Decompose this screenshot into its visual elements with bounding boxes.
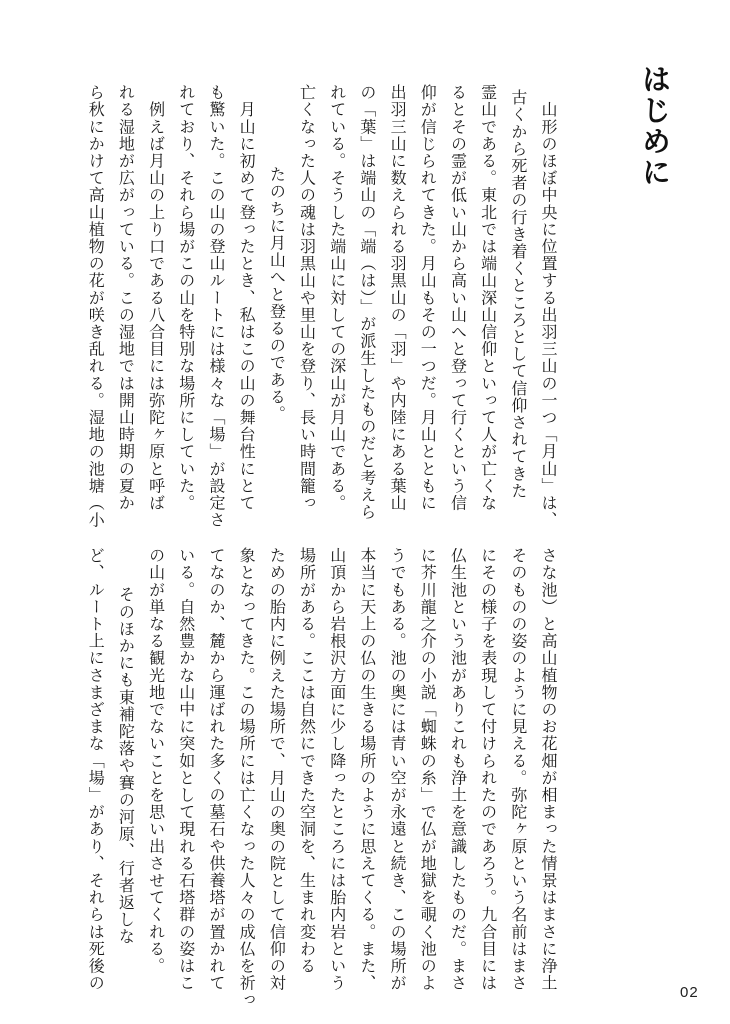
text-column: いる。自然豊かな山中に突如として現れる石塔群の姿はこ: [176, 547, 196, 992]
text-column: も驚いた。この山の登山ルートには様々な「場」が設定さ: [206, 84, 226, 529]
text-column: 山頂から岩根沢方面に少し降ったところには胎内岩という: [327, 547, 347, 992]
body-text-lower: [80, 547, 563, 1009]
text-column: の山が単なる観光地でないことを思い出させてくれる。: [146, 547, 166, 975]
text-column: 本当に天上の仏の生きる場所のように思えてくる。また、: [357, 547, 377, 992]
text-column: ら秋にかけて高山植物の花が咲き乱れる。湿地の池塘（小: [86, 84, 106, 529]
text-column: 古くから死者の行き着くところとして信仰されてきた: [508, 88, 528, 500]
text-column: たのちに月山へと登るのである。: [267, 165, 287, 423]
text-column: 霊山である。東北では端山深山信仰といって人が亡くな: [478, 84, 498, 512]
text-column: に芥川龍之介の小説「蜘蛛の糸」で仏が地獄を覗く池のよ: [418, 547, 438, 992]
text-column: れている。そうした端山に対しての深山が月山である。: [327, 84, 347, 512]
text-column: 象となってきた。この場所には亡くなった人々の成仏を祈っ: [237, 547, 257, 1009]
body-text-upper: [80, 84, 563, 529]
text-column: 場所がある。ここは自然にできた空洞を、生まれ変わる: [297, 547, 317, 975]
text-column: の「葉」は端山の「端（は）」が派生したものだと考えら: [357, 84, 377, 521]
text-column: にその様子を表現して付けられたのであろう。九合目には: [478, 547, 498, 992]
text-column: そのものの姿のように見える。弥陀ヶ原という名前はまさ: [508, 547, 528, 992]
text-column: 月山に初めて登ったとき、私はこの山の舞台性にとて: [237, 84, 257, 512]
text-column: ための胎内に例えた場所で、月山の奥の院として信仰の対: [267, 547, 287, 992]
text-column: 出羽三山に数えられる羽黒山の「羽」や内陸にある葉山: [388, 84, 408, 512]
text-column: 例えば月山の上り口である八合目には弥陀ヶ原と呼ば: [146, 84, 166, 512]
text-column: そのほかにも東補陀落や賽の河原、行者返しな: [116, 568, 136, 946]
text-column: うでもある。池の奥には青い空が永遠と続き、この場所が: [388, 547, 408, 992]
text-column: 仏生池という池がありこれも浄土を意識したものだ。まさ: [448, 547, 468, 992]
text-column: ど、ルート上にさまざまな「場」があり、それらは死後の: [86, 547, 106, 992]
text-column: さな池）と高山植物のお花畑が相まった情景はまさに浄土: [539, 547, 558, 992]
text-column: るとその霊が低い山から高い山へと登って行くという信: [448, 84, 468, 512]
page-title: はじめに: [638, 64, 672, 188]
text-column: れる湿地が広がっている。この湿地では開山時期の夏か: [116, 84, 136, 512]
text-column: 山形のほぼ中央に位置する出羽三山の一つ「月山」は、: [539, 84, 558, 529]
page-number: 02: [680, 984, 699, 1001]
text-column: 亡くなった人の魂は羽黒山や里山を登り、長い時間籠っ: [297, 84, 317, 512]
text-column: てなのか、麓から運ばれた多くの墓石や供養塔が置かれて: [206, 547, 226, 992]
text-column: 仰が信じられてきた。月山もその一つだ。月山とともに: [418, 84, 438, 512]
text-column: れており、それら場がこの山を特別な場所にしていた。: [176, 84, 196, 512]
